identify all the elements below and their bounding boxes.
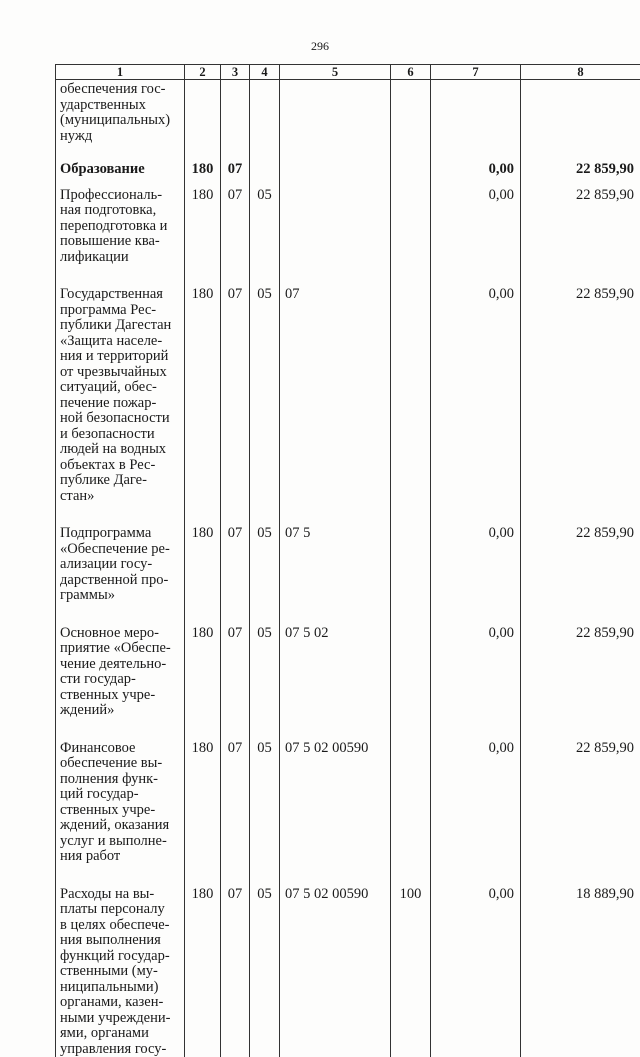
col5-cell: 07 5 02 00590: [280, 881, 391, 1057]
col5-cell: 07 5: [280, 520, 391, 620]
row-name-cell: обеспечения гос- ударственных (муниципальных) нужд: [56, 80, 185, 155]
col8-cell: 22 859,90: [521, 735, 640, 881]
col4-cell: 05: [250, 881, 280, 1057]
col4-cell: [250, 154, 280, 182]
col2-cell: 180: [185, 881, 221, 1057]
column-header: 8: [521, 65, 640, 80]
table-row: [56, 735, 640, 881]
col7-cell: 0,00: [431, 881, 521, 1057]
col4-cell: 05: [250, 281, 280, 520]
row-name-cell: Государственная программа Рес- публики Дагестан «Защита населе- ния и территорий от чрезвычайных ситуаций, обес- печение пожар- ной безопасности и безопасности людей на водных объектах в Рес- публике Даге- стан»: [56, 281, 185, 520]
column-header: 3: [221, 65, 250, 80]
row-name-cell: Образование: [56, 154, 185, 182]
col8-cell: 22 859,90: [521, 182, 640, 282]
table-row: [56, 881, 640, 1057]
page-number: 296: [0, 39, 640, 54]
col5-cell: [280, 80, 391, 155]
col5-cell: [280, 182, 391, 282]
col6-cell: [391, 182, 431, 282]
col8-cell: 22 859,90: [521, 520, 640, 620]
col2-cell: 180: [185, 281, 221, 520]
col7-cell: 0,00: [431, 182, 521, 282]
col6-cell: [391, 154, 431, 182]
row-name-cell: Расходы на вы- платы персоналу в целях обеспече- ния выполнения функций государ- ственными (му- ниципальными) органами, казен- ными учреждени- ями, органами управления госу-: [56, 881, 185, 1057]
col3-cell: 07: [221, 881, 250, 1057]
col2-cell: 180: [185, 154, 221, 182]
col2-cell: 180: [185, 520, 221, 620]
col8-cell: 22 859,90: [521, 154, 640, 182]
col8-cell: [521, 80, 640, 155]
col4-cell: [250, 80, 280, 155]
col4-cell: 05: [250, 182, 280, 282]
col8-cell: 22 859,90: [521, 620, 640, 735]
col2-cell: 180: [185, 182, 221, 282]
col7-cell: 0,00: [431, 520, 521, 620]
row-name-cell: Основное меро- приятие «Обеспе- чение деятельно- сти государ- ственных учре- ждений»: [56, 620, 185, 735]
table-row: [56, 154, 640, 182]
col3-cell: 07: [221, 735, 250, 881]
col4-cell: 05: [250, 620, 280, 735]
col5-cell: 07 5 02: [280, 620, 391, 735]
col8-cell: 18 889,90: [521, 881, 640, 1057]
table-row: [56, 182, 640, 282]
col3-cell: 07: [221, 182, 250, 282]
col5-cell: 07: [280, 281, 391, 520]
budget-table: [55, 64, 640, 1057]
col2-cell: [185, 80, 221, 155]
table-row: [56, 520, 640, 620]
table-row: [56, 80, 640, 155]
col7-cell: 0,00: [431, 154, 521, 182]
column-header: 5: [280, 65, 391, 80]
row-name-cell: Профессиональ- ная подготовка, переподготовка и повышение ква- лификации: [56, 182, 185, 282]
column-header: 1: [56, 65, 185, 80]
row-name-cell: Подпрограмма «Обеспечение ре- ализации госу- дарственной про- граммы»: [56, 520, 185, 620]
col4-cell: 05: [250, 735, 280, 881]
table-row: [56, 281, 640, 520]
col3-cell: [221, 80, 250, 155]
col3-cell: 07: [221, 154, 250, 182]
col6-cell: [391, 520, 431, 620]
column-header: 2: [185, 65, 221, 80]
col6-cell: 100: [391, 881, 431, 1057]
col7-cell: 0,00: [431, 735, 521, 881]
col8-cell: 22 859,90: [521, 281, 640, 520]
col5-cell: [280, 154, 391, 182]
col7-cell: 0,00: [431, 620, 521, 735]
col3-cell: 07: [221, 520, 250, 620]
column-header: 7: [431, 65, 521, 80]
column-header: 4: [250, 65, 280, 80]
col2-cell: 180: [185, 620, 221, 735]
col6-cell: [391, 80, 431, 155]
table-row: [56, 620, 640, 735]
col7-cell: [431, 80, 521, 155]
col3-cell: 07: [221, 281, 250, 520]
row-name-cell: Финансовое обеспечение вы- полнения функ- ций государ- ственных учре- ждений, оказания услуг и выполне- ния работ: [56, 735, 185, 881]
col7-cell: 0,00: [431, 281, 521, 520]
col5-cell: 07 5 02 00590: [280, 735, 391, 881]
table-header-row: [56, 65, 640, 80]
col3-cell: 07: [221, 620, 250, 735]
col6-cell: [391, 620, 431, 735]
col6-cell: [391, 281, 431, 520]
col6-cell: [391, 735, 431, 881]
col2-cell: 180: [185, 735, 221, 881]
column-header: 6: [391, 65, 431, 80]
col4-cell: 05: [250, 520, 280, 620]
